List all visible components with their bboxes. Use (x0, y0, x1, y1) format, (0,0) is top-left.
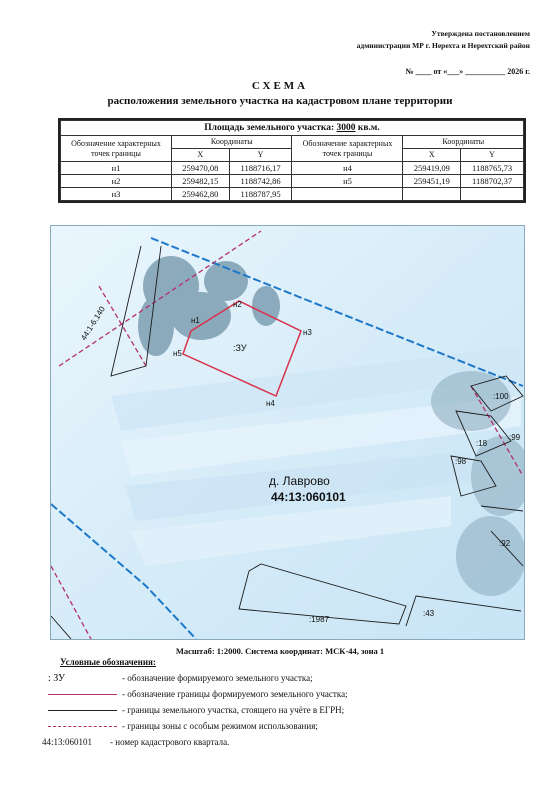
parcel-label: :ЗУ (233, 343, 247, 353)
header-y-right: Y (461, 149, 524, 162)
header-coords-left: Координаты (172, 136, 292, 149)
scale-info: Масштаб: 1:2000. Система координат: МСК-44, зона 1 (175, 646, 385, 656)
approval-block (290, 28, 530, 78)
point-x: 259419,09 (403, 162, 461, 175)
point-x: 259470,08 (172, 162, 230, 175)
village-label: д. Лаврово (269, 474, 330, 488)
legend-row-zu (42, 671, 522, 687)
point-name: н3 (61, 188, 172, 201)
area-label: Площадь земельного участка: (204, 123, 335, 133)
title-scheme: СХЕМА (251, 80, 309, 92)
point-label-n3: н3 (303, 328, 312, 337)
quarter-label: 44:13:060101 (271, 490, 346, 504)
point-y: 1188765,73 (461, 162, 524, 175)
title-subtitle: расположения земельного участка на кадастровом плане территории (107, 95, 453, 107)
table-row (61, 162, 524, 175)
legend-red-line-symbol (42, 687, 117, 701)
legend-dash-text: - границы зоны с особым режимом использования; (122, 721, 318, 731)
legend-kv-code: 44:13:060101 (42, 737, 93, 747)
point-x: 259462,80 (172, 188, 230, 201)
lot-label-98: :98 (455, 457, 467, 466)
point-label-n1: н1 (191, 316, 200, 325)
legend-row-black (42, 703, 522, 719)
point-label-n5: н5 (173, 349, 182, 358)
point-name: н5 (292, 175, 403, 188)
lot-label-1987: :1987 (309, 615, 330, 624)
lot-label-92: :92 (499, 539, 511, 548)
zone-label: 44:1-6.140 (79, 304, 107, 343)
table-row (61, 175, 524, 188)
table-row (61, 188, 524, 201)
point-x: 259451,19 (403, 175, 461, 188)
legend-black-text: - границы земельного участка, стоящего на учёте в ЕГРН; (122, 705, 345, 715)
point-y: 1188716,17 (229, 162, 292, 175)
lot-label-18: :18 (476, 439, 488, 448)
point-y: 1188702,37 (461, 175, 524, 188)
area-value: 3000 (336, 123, 356, 133)
point-name: н4 (292, 162, 403, 175)
approval-line-1: Утверждена постановлением (431, 29, 530, 38)
cadastral-map (50, 225, 525, 640)
header-y-left: Y (229, 149, 292, 162)
empty-cell (461, 188, 524, 201)
point-label-n2: н2 (233, 300, 242, 309)
legend (42, 671, 522, 751)
lot-label-43: :43 (423, 609, 435, 618)
point-label-n4: н4 (266, 399, 275, 408)
legend-red-text: - обозначение границы формируемого земельного участка; (122, 689, 348, 699)
legend-row-dash (42, 719, 522, 735)
area-row (61, 121, 524, 136)
empty-cell (403, 188, 461, 201)
lot-label-100: :100 (493, 392, 509, 401)
legend-kv-text: - номер кадастрового квартала. (110, 737, 230, 747)
legend-title: Условные обозначения: (60, 657, 156, 667)
area-unit: кв.м. (357, 123, 380, 133)
legend-row-kv (42, 735, 522, 751)
point-y: 1188787,95 (229, 188, 292, 201)
legend-zu-text: - обозначение формируемого земельного участка; (122, 673, 313, 683)
header-x-right: X (403, 149, 461, 162)
header-x-left: X (172, 149, 230, 162)
header-point-label-left: Обозначение характерных точек границы (61, 136, 172, 162)
approval-line-2: администрации МР г. Нерехта и Нерехтский район (356, 41, 530, 50)
legend-dash-line-symbol (42, 719, 117, 733)
point-x: 259482,15 (172, 175, 230, 188)
point-y: 1188742,86 (229, 175, 292, 188)
approval-number-line: № ____ от «___» __________ 2026 г. (405, 67, 530, 76)
point-name: н1 (61, 162, 172, 175)
document-title (0, 80, 560, 107)
header-point-label-right: Обозначение характерных точек границы (292, 136, 403, 162)
legend-black-line-symbol (42, 703, 117, 717)
legend-row-red (42, 687, 522, 703)
empty-cell (292, 188, 403, 201)
coordinates-table (58, 118, 526, 203)
lot-label-99: :99 (509, 433, 521, 442)
legend-zu-symbol: : ЗУ (48, 673, 66, 684)
header-coords-right: Координаты (403, 136, 524, 149)
map-svg (51, 226, 524, 639)
point-name: н2 (61, 175, 172, 188)
